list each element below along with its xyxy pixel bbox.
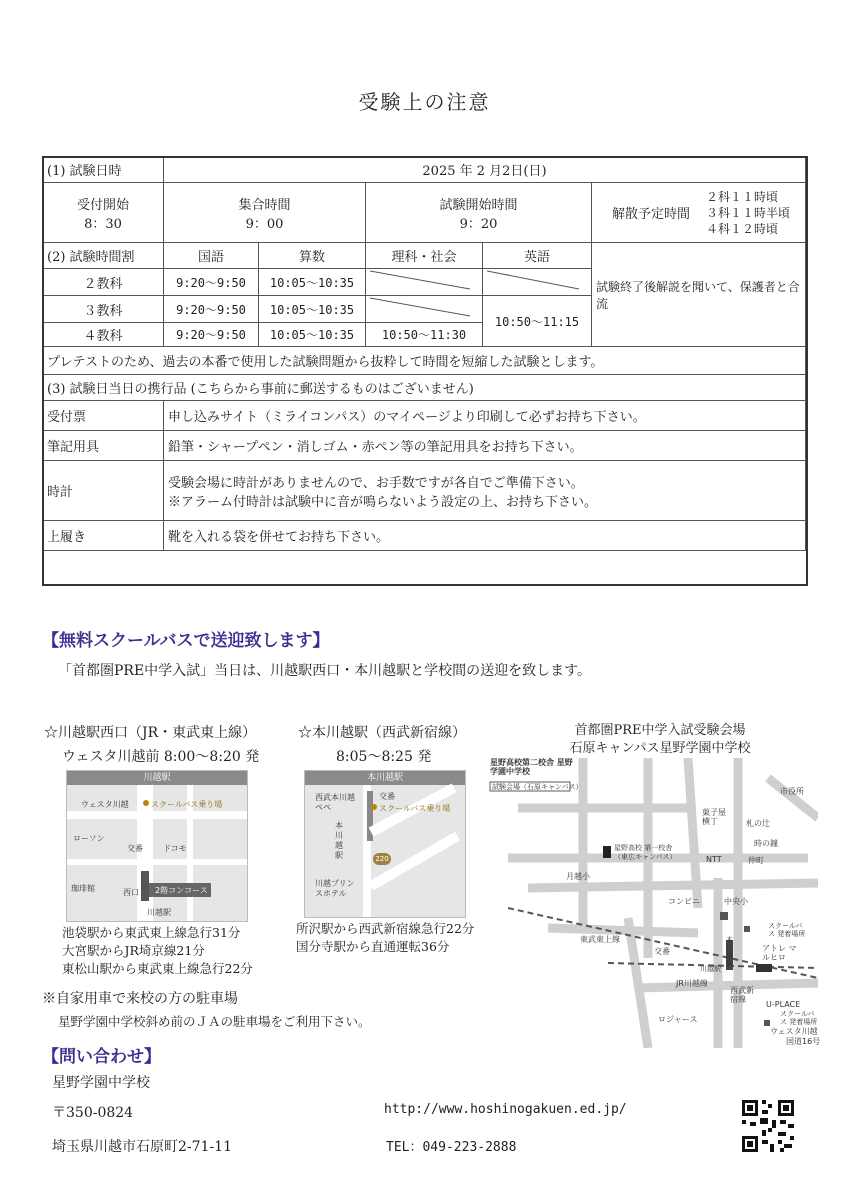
exam-date-label: (1) 試験日時	[43, 157, 164, 183]
bus-stop-marker	[371, 804, 377, 810]
time-3-math: 10:05～10:35	[259, 296, 366, 323]
qr-code-icon	[740, 1098, 796, 1154]
item-desc: 靴を入れる袋を併せてお持ち下さい。	[164, 521, 806, 551]
assembly-time: 9：00	[245, 216, 284, 232]
road	[67, 811, 247, 819]
course-2: ２教科	[43, 269, 164, 296]
course-4: ４教科	[43, 323, 164, 347]
honkawagoe-title: ☆本川越駅（西武新宿線）	[298, 725, 466, 741]
bus-heading: 【無料スクールバスで送迎致します】	[42, 631, 330, 651]
header-japanese: 国語	[164, 243, 259, 269]
honkawagoe-map-header: 本川越駅	[305, 771, 465, 785]
item-name: 時計	[43, 461, 164, 521]
item-desc-note: ※アラーム付時計は試験中に音が鳴らないよう設定の上、お持ち下さい。	[168, 494, 598, 510]
venue-tobu-label: 東武東上線	[580, 935, 620, 944]
access-line: 国分寺駅から直通運転36分	[296, 939, 450, 954]
road	[67, 859, 247, 865]
empty-slot	[366, 269, 483, 296]
dismissal-time-3: ３科１１時半頃	[706, 205, 791, 220]
dismissal-label: 解散予定時間	[611, 207, 690, 222]
exam-date-value: 2025 年 2 月2日(日)	[164, 157, 806, 183]
kawagoe-marker	[756, 964, 772, 972]
exam-info-table	[42, 156, 806, 551]
station-label: 川越駅	[147, 908, 171, 917]
venue-uplace-label: U-PLACE	[766, 1000, 801, 1009]
hotel-label: 川越プリンスホテル	[315, 879, 355, 898]
item-desc: 受験会場に時計がありませんので、お手数ですが各自でご準備下さい。	[168, 475, 584, 491]
contact-tel: TEL：049-223-2888	[386, 1140, 517, 1155]
access-line: 大宮駅からJR埼京線21分	[62, 943, 205, 958]
contact-address: 埼玉県川越市石原町2-71-11	[52, 1139, 232, 1155]
reception-label: 受付開始	[76, 197, 129, 213]
route-badge: 220	[373, 853, 391, 865]
bus-intro: 「首都圏PRE中学入試」当日は、川越駅西口・本川越駅と学校間の送迎を致します。	[58, 663, 592, 679]
header-science-social: 理科・社会	[366, 243, 483, 269]
westa-label: ウェスタ川越	[81, 800, 129, 809]
start-cell	[366, 183, 592, 243]
empty-slot	[366, 296, 483, 323]
dismissal-time-2: ２科１１時頃	[706, 189, 779, 204]
venue-school-label: 星野高校第二校舎 星野学園中学校	[490, 758, 573, 776]
items-label: (3) 試験日当日の携行品 (こちらから事前に郵送するものはございません)	[43, 375, 806, 401]
venue-nakamachi-label: 仲町	[748, 856, 764, 865]
venue-title-2: 石原キャンパス星野学園中学校	[569, 741, 751, 756]
contact-url[interactable]: http://www.hoshinogakuen.ed.jp/	[384, 1102, 627, 1117]
venue-westa-label: ウェスタ川越	[770, 1027, 818, 1036]
item-name: 上履き	[43, 521, 164, 551]
concourse-bar	[141, 871, 149, 901]
bus-stop-label: スクールバス乗り場	[379, 804, 451, 813]
access-line: 池袋駅から東武東上線急行31分	[62, 925, 241, 940]
venue-kashiya-label: 菓子屋横丁	[702, 808, 726, 826]
course-3: ３教科	[43, 296, 164, 323]
venue-seibu-label: 西武新宿線	[730, 986, 754, 1004]
venue-campus-label: 試験会場（石原キャンパス）	[492, 783, 583, 791]
item-name: 筆記用具	[43, 431, 164, 461]
bus-stop-marker	[143, 800, 149, 806]
time-2-math: 10:05～10:35	[259, 269, 366, 296]
item-name: 受付票	[43, 401, 164, 431]
pepe-label: 西武本川越ペペ	[315, 793, 355, 812]
access-line: 所沢駅から西武新宿線急行22分	[296, 921, 475, 936]
venue-atre-label: アトレ マルヒロ	[762, 944, 797, 962]
time-4-math: 10:05～10:35	[259, 323, 366, 347]
bus-stop-label: スクールバス乗り場	[151, 800, 223, 809]
dismissal-cell	[592, 183, 806, 243]
time-3-japanese: 9:20～9:50	[164, 296, 259, 323]
parking-desc: 星野学園中学校斜め前のＪＡの駐車場をご利用下さい。	[58, 1014, 371, 1029]
time-4-science-social: 10:50～11:30	[366, 323, 483, 347]
start-label: 試験開始時間	[439, 197, 518, 213]
station-label: 本川越駅	[335, 821, 343, 860]
venue-koban-label: 交番	[654, 947, 670, 956]
pretest-note: プレテストのため、過去の本番で使用した試験問題から抜粋して時間を短縮した試験とします。	[43, 347, 806, 375]
item-desc: 鉛筆・シャープペン・消しゴム・赤ペン等の筆記用具をお持ち下さい。	[164, 431, 806, 461]
docomo-label: ドコモ	[163, 844, 187, 853]
venue-conveni-label: コンビニ	[668, 897, 700, 906]
start-time: 9：20	[459, 216, 498, 232]
venue-chuosho-label: 中央小	[724, 897, 748, 906]
venue-route16-label: 国道16号	[786, 1037, 821, 1046]
assembly-label: 集合時間	[238, 197, 291, 213]
venue-jr-label: JR川越線	[676, 979, 708, 988]
koban-label: 交番	[379, 792, 395, 801]
venue-ntt-label: NTT	[706, 855, 722, 864]
bus-stop-marker	[744, 926, 750, 932]
reception-cell	[43, 183, 164, 243]
venue-title	[520, 722, 800, 758]
venue-daiichi-label: 星野高校 第一校舎（東広キャンパス）	[614, 844, 677, 861]
timetable-label: (2) 試験時間割	[43, 243, 164, 269]
venue-bus-stop-1-label: スクールバス 発着場所	[768, 922, 806, 938]
venue-kawagoe-sta-label: 川越駅	[700, 965, 721, 973]
venue-tsukikoshi-label: 月越小	[566, 872, 590, 881]
venue-title-1: 首都圏PRE中学入試受験会場	[574, 723, 746, 738]
kawagoe-access	[62, 924, 253, 978]
daiichi-marker	[603, 846, 611, 858]
honkawagoe-access	[296, 920, 474, 956]
koban-label: 交番	[127, 844, 143, 853]
assembly-cell	[164, 183, 366, 243]
honkawagoe-times: 8:05～8:25 発	[336, 749, 432, 765]
time-4-japanese: 9:20～9:50	[164, 323, 259, 347]
lawson-label: ローソン	[73, 834, 105, 843]
contact-school: 星野学園中学校	[52, 1075, 150, 1091]
contact-heading: 【問い合わせ】	[42, 1047, 161, 1067]
dismissal-time-4: ４科１２時頃	[706, 221, 779, 236]
dismissal-note: 試験終了後解説を聞いて、保護者と合流	[592, 243, 806, 347]
chuosho-marker	[720, 912, 728, 920]
venue-fudanotsuji-label: 札の辻	[746, 819, 770, 828]
time-english: 10:50～11:15	[483, 296, 592, 347]
kawagoe-map	[66, 770, 248, 922]
page-title: 受験上の注意	[358, 90, 491, 114]
parking-title: ※自家用車で来校の方の駐車場	[42, 991, 238, 1007]
venue-bus-stop-2-label: スクールバス 発着場所	[780, 1010, 818, 1026]
reception-time: 8：30	[84, 216, 122, 232]
honkawagoe-map	[304, 770, 466, 918]
header-math: 算数	[259, 243, 366, 269]
kawagoe-times: ウェスタ川越前 8:00～8:20 発	[62, 749, 260, 765]
venue-honkawagoe-label: 本川越駅	[726, 936, 733, 968]
empty-slot	[483, 269, 592, 296]
venue-civic-label: 市役所	[780, 787, 804, 796]
concourse-label: 2階コンコース	[155, 886, 208, 895]
item-desc: 申し込みサイト（ミライコンパス）のマイページより印刷して必ずお持ち下さい。	[164, 401, 806, 431]
kawagoe-map-header: 川越駅	[67, 771, 247, 785]
time-2-japanese: 9:20～9:50	[164, 269, 259, 296]
item-desc-clock	[164, 461, 806, 521]
header-english: 英語	[483, 243, 592, 269]
venue-tokinokane-label: 時の鐘	[754, 839, 778, 848]
venue-rojas-label: ロジャース	[658, 1015, 698, 1024]
kawagoe-title: ☆川越駅西口（JR・東武東上線）	[44, 725, 257, 741]
contact-postal: 〒350-0824	[52, 1105, 134, 1121]
access-line: 東松山駅から東武東上線急行22分	[62, 961, 253, 976]
west-exit-label: 西口	[123, 888, 139, 897]
coffee-label: 珈琲館	[71, 884, 95, 893]
